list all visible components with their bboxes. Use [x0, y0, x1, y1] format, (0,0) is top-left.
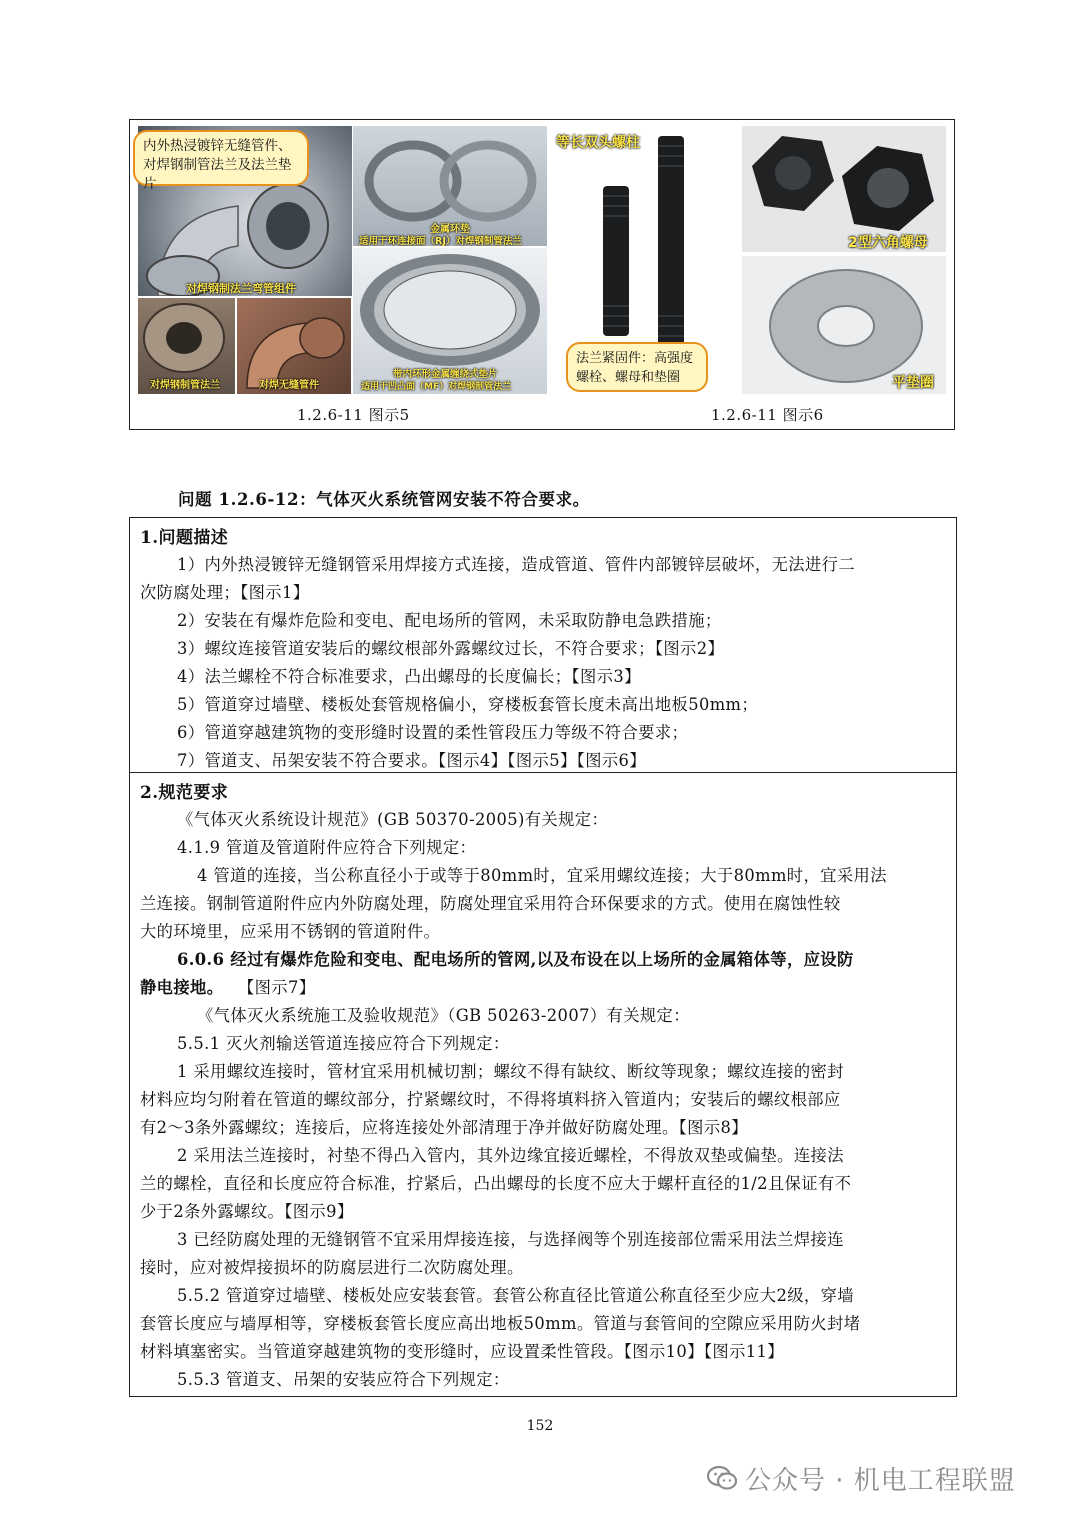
spec-line: 1 采用螺纹连接时，管材宜采用机械切割；螺纹不得有缺纹、断纹等现象；螺纹连接的密封 [177, 1062, 844, 1081]
spec-line: 材料应均匀附着在管道的螺纹部分，拧紧螺纹时，不得将填料挤入管道内；安装后的螺纹根部应 [140, 1090, 841, 1109]
problem-line: 3）螺纹连接管道安装后的螺纹根部外露螺纹过长，不符合要求；【图示2】 [177, 639, 725, 658]
photo-washer [742, 256, 946, 394]
label-flange: 对焊钢制管法兰 [150, 380, 220, 391]
problem-line: 6）管道穿越建筑物的变形缝时设置的柔性管段压力等级不符合要求； [177, 723, 689, 742]
callout-left: 内外热浸镀锌无缝管件、对焊钢制管法兰及法兰垫片 [133, 130, 309, 186]
label-spiral-gasket-1: 带内环形金属缠绕式垫片 [393, 369, 498, 380]
problem-line: 次防腐处理；【图示1】 [140, 583, 310, 602]
caption-figure-6: 1.2.6-11 图示6 [711, 406, 824, 424]
spec-line: 有2～3条外露螺纹；连接后，应将连接处外部清理于净并做好防腐处理。【图示8】 [140, 1118, 748, 1137]
photo-spiral-gasket [353, 248, 547, 394]
spec-line: 《气体灭火系统施工及验收规范》（GB 50263-2007）有关规定： [197, 1006, 690, 1025]
watermark-text: 公众号 · 机电工程联盟 [745, 1465, 1016, 1496]
label-washer: 平垫圈 [892, 375, 934, 391]
spec-line-bold: 6.0.6 经过有爆炸危险和变电、配电场所的管网,以及布设在以上场所的金属箱体等，应设防 [177, 950, 854, 969]
photo-flange [138, 298, 235, 394]
spec-line: 兰连接。钢制管道附件应内外防腐处理，防腐处理宜采用符合环保要求的方式。使用在腐蚀性较 [140, 894, 841, 913]
spec-line: 5.5.2 管道穿过墙壁、楼板处应安装套管。套管公称直径比管道公称直径至少应大2级，穿墙 [177, 1286, 854, 1305]
spec-line: 4.1.9 管道及管道附件应符合下列规定： [177, 838, 477, 857]
spec-line: 4 管道的连接，当公称直径小于或等于80mm时，宜采用螺纹连接；大于80mm时，宜采用法 [197, 866, 887, 885]
page-number: 152 [526, 1418, 554, 1434]
problem-line: 5）管道穿过墙壁、楼板处套管规格偏小，穿楼板套管长度未高出地板50mm； [177, 695, 759, 714]
caption-figure-5: 1.2.6-11 图示5 [297, 406, 410, 424]
content-table [129, 517, 957, 1397]
spec-line: 《气体灭火系统设计规范》(GB 50370-2005)有关规定： [177, 810, 609, 829]
spec-line: 2 采用法兰连接时，衬垫不得凸入管内，其外边缘宜接近螺栓，不得放双垫或偏垫。连接法 [177, 1146, 844, 1165]
question-title: 问题 1.2.6-12：气体灭火系统管网安装不符合要求。 [178, 490, 590, 509]
spec-line: 大的环境里，应采用不锈钢的管道附件。 [140, 922, 441, 941]
spec-line: 套管长度应与墙厚相等，穿楼板套管长度应高出地板50mm。管道与套管间的空隙应采用防火封堵 [140, 1314, 861, 1333]
label-ring-gasket-2: 适用于环连接面（RJ）对焊钢制管法兰 [359, 236, 522, 246]
problem-line: 7）管道支、吊架安装不符合要求。【图示4】【图示5】【图示6】 [177, 751, 646, 770]
section-1-heading: 1.问题描述 [140, 528, 229, 548]
spec-line: 3 已经防腐处理的无缝钢管不宜采用焊接连接，与选择阀等个别连接部位需采用法兰焊接连 [177, 1230, 844, 1249]
spec-line: 5.5.3 管道支、吊架的安装应符合下列规定： [177, 1370, 510, 1389]
photo-pipe-fitting [237, 298, 351, 394]
label-elbow: 对焊钢制法兰弯管组件 [186, 282, 296, 295]
problem-line: 2）安装在有爆炸危险和变电、配电场所的管网，未采取防静电急跌措施； [177, 611, 722, 630]
section-divider [130, 772, 956, 773]
spec-line-bold: 静电接地。 [140, 978, 224, 997]
section-2-heading: 2.规范要求 [140, 783, 229, 803]
spec-line: 材料填塞密实。当管道穿越建筑物的变形缝时，应设置柔性管段。【图示10】【图示11】 [140, 1342, 784, 1361]
callout-right: 法兰紧固件：高强度螺栓、螺母和垫圈 [566, 342, 708, 392]
label-spiral-gasket-2: 适用于凹凸面（MF）对焊钢制管法兰 [361, 382, 512, 392]
spec-line: 5.5.1 灭火剂输送管道连接应符合下列规定： [177, 1034, 510, 1053]
spec-line: 接时，应对被焊接损坏的防腐层进行二次防腐处理。 [140, 1258, 524, 1277]
figure-table [129, 119, 955, 430]
spec-line: 兰的螺栓，直径和长度应符合标准，拧紧后，凸出螺母的长度不应大于螺杆直径的1/2且保证有不 [140, 1174, 852, 1193]
wechat-icon [707, 1465, 737, 1491]
label-stud: 等长双头螺柱 [556, 135, 640, 151]
spec-line: 少于2条外露螺纹。【图示9】 [140, 1202, 354, 1221]
figure-ref: 【图示7】 [238, 978, 316, 997]
problem-line: 4）法兰螺栓不符合标准要求，凸出螺母的长度偏长；【图示3】 [177, 667, 641, 686]
label-hex-nut: 2型六角螺母 [848, 235, 928, 251]
watermark [707, 1458, 1016, 1498]
label-pipe-fitting: 对焊无缝管件 [259, 380, 319, 391]
photo-hex-nut [742, 126, 946, 252]
photo-ring-gasket [353, 126, 547, 246]
problem-line: 1）内外热浸镀锌无缝钢管采用焊接方式连接，造成管道、管件内部镀锌层破坏，无法进行二 [177, 555, 856, 574]
label-ring-gasket-1: 金属环垫 [430, 224, 470, 235]
